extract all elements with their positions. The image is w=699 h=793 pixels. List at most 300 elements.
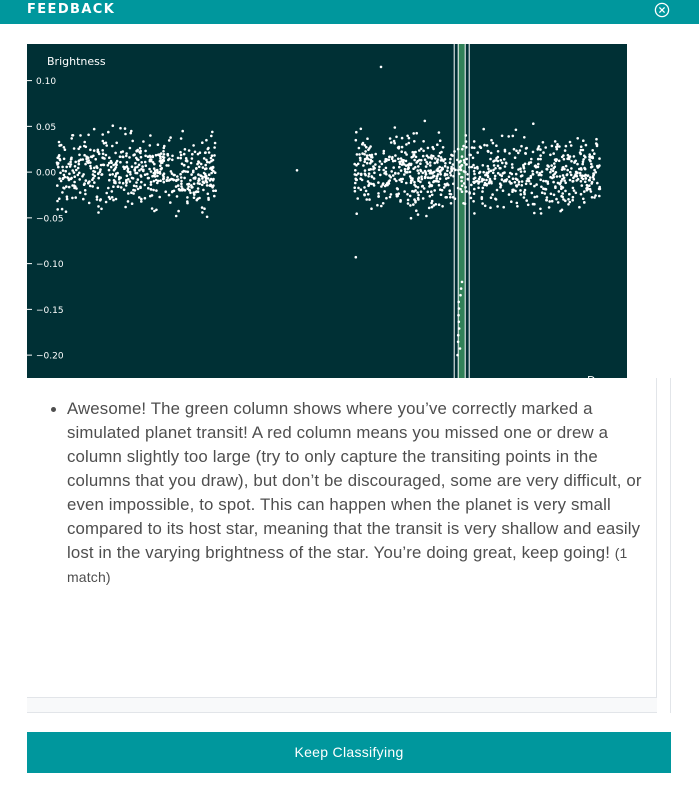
- data-point: [382, 169, 385, 172]
- data-point: [511, 173, 514, 176]
- data-point: [570, 144, 573, 147]
- data-point: [407, 166, 410, 169]
- data-point: [204, 175, 207, 178]
- data-point: [105, 154, 108, 157]
- data-point: [476, 151, 479, 154]
- data-point: [596, 145, 599, 148]
- data-point: [524, 189, 527, 192]
- data-point: [497, 165, 500, 168]
- data-point: [541, 170, 544, 173]
- data-point: [394, 172, 397, 175]
- data-point: [93, 167, 96, 170]
- data-point: [429, 169, 432, 172]
- data-point: [566, 174, 569, 177]
- data-point: [58, 197, 61, 200]
- data-point: [66, 198, 69, 201]
- data-point: [119, 161, 122, 164]
- data-point: [210, 135, 213, 138]
- data-point: [546, 196, 549, 199]
- data-point: [360, 128, 363, 131]
- data-point: [440, 156, 443, 159]
- data-point: [164, 190, 167, 193]
- data-point: [425, 161, 428, 164]
- data-point: [460, 287, 463, 290]
- close-circle-icon[interactable]: [654, 2, 670, 18]
- data-point: [578, 206, 581, 209]
- data-point: [447, 166, 450, 169]
- data-point: [482, 187, 485, 190]
- data-point: [129, 180, 132, 183]
- data-point: [84, 163, 87, 166]
- data-point: [185, 157, 188, 160]
- data-point: [111, 196, 114, 199]
- data-point: [197, 182, 200, 185]
- data-point: [476, 167, 479, 170]
- data-point: [534, 165, 537, 168]
- data-point: [187, 187, 190, 190]
- data-point: [452, 196, 455, 199]
- data-point: [544, 192, 547, 195]
- data-point: [124, 206, 127, 209]
- data-point: [437, 155, 440, 158]
- data-point: [152, 189, 155, 192]
- data-point: [93, 128, 96, 131]
- data-point: [520, 170, 523, 173]
- data-point: [418, 172, 421, 175]
- data-point: [552, 152, 555, 155]
- data-point: [395, 136, 398, 139]
- data-point: [408, 142, 411, 145]
- data-point: [163, 181, 166, 184]
- data-point: [461, 190, 464, 193]
- data-point: [119, 127, 122, 130]
- data-point: [83, 183, 86, 186]
- data-point: [186, 196, 189, 199]
- data-point: [201, 184, 204, 187]
- data-point: [78, 178, 81, 181]
- data-point: [392, 174, 395, 177]
- data-point: [373, 184, 376, 187]
- data-point: [597, 166, 600, 169]
- data-point: [553, 162, 556, 165]
- data-point: [499, 182, 502, 185]
- data-point: [463, 159, 466, 162]
- data-point: [456, 159, 459, 162]
- data-point: [151, 194, 154, 197]
- data-point: [180, 154, 183, 157]
- data-point: [423, 187, 426, 190]
- data-point: [128, 156, 131, 159]
- data-point: [424, 120, 427, 123]
- data-point: [377, 181, 380, 184]
- data-point: [457, 334, 460, 337]
- data-point: [405, 182, 408, 185]
- data-point: [213, 195, 216, 198]
- data-point: [499, 167, 502, 170]
- data-point: [383, 150, 386, 153]
- data-point: [458, 173, 461, 176]
- data-point: [556, 148, 559, 151]
- data-point: [450, 202, 453, 205]
- data-point: [460, 176, 463, 179]
- data-point: [459, 166, 462, 169]
- data-point: [72, 134, 75, 137]
- data-point: [187, 166, 190, 169]
- data-point: [411, 151, 414, 154]
- data-point: [354, 178, 357, 181]
- data-point: [514, 181, 517, 184]
- data-point: [492, 142, 495, 145]
- data-point: [413, 181, 416, 184]
- data-point: [425, 215, 428, 218]
- data-point: [564, 182, 567, 185]
- data-point: [465, 190, 468, 193]
- data-point: [366, 137, 369, 140]
- data-point: [363, 193, 366, 196]
- data-point: [63, 174, 66, 177]
- data-point: [562, 174, 565, 177]
- data-point: [465, 140, 468, 143]
- data-point: [353, 186, 356, 189]
- data-point: [158, 196, 161, 199]
- data-point: [583, 201, 586, 204]
- data-point: [448, 189, 451, 192]
- data-point: [460, 180, 463, 183]
- data-point: [63, 187, 66, 190]
- data-point: [548, 200, 551, 203]
- data-point: [116, 172, 119, 175]
- data-point: [207, 148, 210, 151]
- data-point: [135, 150, 138, 153]
- data-point: [387, 180, 390, 183]
- data-point: [74, 165, 77, 168]
- data-point: [490, 152, 493, 155]
- data-point: [428, 185, 431, 188]
- data-point: [409, 195, 412, 198]
- data-point: [140, 156, 143, 159]
- data-point: [133, 185, 136, 188]
- data-point: [496, 205, 499, 208]
- data-point: [590, 190, 593, 193]
- data-point: [70, 158, 73, 161]
- feedback-text: Awesome! The green column shows where you’ve correctly marked a simulated planet transit! A red column means you missed one or drew a column slightly too large (try to only capture the transiting points in the columns that you draw), but don’t be discouraged, some are very difficult, or even impossible, to spot. This can happen when the planet is very small compared to its host star, meaning that the transit is very shallow and easily lost in the varying brightness of the star. You’re doing great, keep going!: [67, 399, 642, 562]
- data-point: [149, 144, 152, 147]
- data-point: [452, 163, 455, 166]
- data-point: [211, 131, 214, 134]
- data-point: [401, 137, 404, 140]
- data-point: [513, 148, 516, 151]
- data-point: [550, 168, 553, 171]
- data-point: [107, 164, 110, 167]
- data-point: [449, 196, 452, 199]
- data-point: [495, 198, 498, 201]
- data-point: [153, 180, 156, 183]
- data-point: [94, 171, 97, 174]
- data-point: [521, 174, 524, 177]
- data-point: [515, 150, 518, 153]
- data-point: [530, 175, 533, 178]
- data-point: [472, 200, 475, 203]
- data-point: [459, 294, 462, 297]
- data-point: [111, 173, 114, 176]
- data-point: [69, 161, 72, 164]
- data-point: [118, 178, 121, 181]
- data-point: [420, 190, 423, 193]
- data-point: [105, 192, 108, 195]
- data-point: [424, 158, 427, 161]
- data-point: [354, 190, 357, 193]
- data-point: [361, 179, 364, 182]
- data-point: [490, 196, 493, 199]
- data-point: [58, 158, 61, 161]
- data-point: [555, 198, 558, 201]
- data-point: [176, 175, 179, 178]
- data-point: [354, 182, 357, 185]
- data-point: [365, 198, 368, 201]
- data-point: [422, 150, 425, 153]
- data-point: [154, 175, 157, 178]
- data-point: [515, 184, 518, 187]
- data-point: [388, 156, 391, 159]
- data-point: [122, 150, 125, 153]
- data-point: [582, 149, 585, 152]
- data-point: [73, 181, 76, 184]
- data-point: [501, 178, 504, 181]
- data-point: [420, 175, 423, 178]
- panel-footer-frame: [27, 697, 657, 713]
- data-point: [73, 147, 76, 150]
- data-point: [132, 177, 135, 180]
- data-point: [111, 145, 114, 148]
- data-point: [567, 198, 570, 201]
- data-point: [389, 196, 392, 199]
- data-point: [484, 205, 487, 208]
- data-point: [590, 163, 593, 166]
- data-point: [487, 168, 490, 171]
- y-tick-label: −0.15: [36, 305, 64, 316]
- data-point: [368, 172, 371, 175]
- data-point: [598, 186, 601, 189]
- data-point: [109, 174, 112, 177]
- data-point: [170, 178, 173, 181]
- data-point: [536, 171, 539, 174]
- data-point: [193, 196, 196, 199]
- data-point: [170, 170, 173, 173]
- data-point: [406, 135, 409, 138]
- data-point: [391, 158, 394, 161]
- data-point: [150, 181, 153, 184]
- data-point: [584, 181, 587, 184]
- data-point: [84, 193, 87, 196]
- data-point: [415, 185, 418, 188]
- data-point: [560, 188, 563, 191]
- data-point: [591, 156, 594, 159]
- data-point: [525, 147, 528, 150]
- data-point: [210, 178, 213, 181]
- data-point: [96, 195, 99, 198]
- data-point: [150, 170, 153, 173]
- data-point: [458, 327, 461, 330]
- data-point: [593, 196, 596, 199]
- data-point: [180, 180, 183, 183]
- data-point: [517, 168, 520, 171]
- data-point: [427, 176, 430, 179]
- data-point: [65, 185, 68, 188]
- data-point: [444, 165, 447, 168]
- data-point: [177, 210, 180, 213]
- data-point: [68, 186, 71, 189]
- data-point: [60, 180, 63, 183]
- data-point: [135, 157, 138, 160]
- data-point: [405, 160, 408, 163]
- data-point: [112, 124, 115, 127]
- data-point: [213, 154, 216, 157]
- data-point: [168, 194, 171, 197]
- data-point: [583, 167, 586, 170]
- data-point: [473, 212, 476, 215]
- data-point: [565, 145, 568, 148]
- data-point: [70, 177, 73, 180]
- data-point: [407, 202, 410, 205]
- data-point: [79, 158, 82, 161]
- data-point: [503, 158, 506, 161]
- data-point: [156, 175, 159, 178]
- data-point: [203, 207, 206, 210]
- data-point: [397, 172, 400, 175]
- data-point: [203, 157, 206, 160]
- data-point: [85, 146, 88, 149]
- data-point: [482, 178, 485, 181]
- data-point: [524, 152, 527, 155]
- data-point: [115, 198, 118, 201]
- data-point: [155, 209, 158, 212]
- data-point: [147, 187, 150, 190]
- data-point: [558, 145, 561, 148]
- data-point: [417, 165, 420, 168]
- data-point: [397, 158, 400, 161]
- data-point: [442, 146, 445, 149]
- data-point: [118, 181, 121, 184]
- data-point: [179, 173, 182, 176]
- data-point: [508, 193, 511, 196]
- data-point: [564, 200, 567, 203]
- data-point: [147, 155, 150, 158]
- data-point: [168, 179, 171, 182]
- data-point: [469, 154, 472, 157]
- data-point: [69, 165, 72, 168]
- data-point: [415, 209, 418, 212]
- data-point: [539, 154, 542, 157]
- data-point: [97, 211, 100, 214]
- data-point: [154, 172, 157, 175]
- data-point: [390, 170, 393, 173]
- data-point: [384, 185, 387, 188]
- data-point: [465, 163, 468, 166]
- data-point: [549, 176, 552, 179]
- data-point: [515, 178, 518, 181]
- data-point: [414, 151, 417, 154]
- data-point: [84, 189, 87, 192]
- data-point: [548, 206, 551, 209]
- data-point: [527, 204, 530, 207]
- data-point: [585, 177, 588, 180]
- data-point: [112, 164, 115, 167]
- data-point: [440, 193, 443, 196]
- data-point: [192, 144, 195, 147]
- data-point: [396, 187, 399, 190]
- data-point: [573, 189, 576, 192]
- data-point: [134, 169, 137, 172]
- data-point: [596, 182, 599, 185]
- data-point: [126, 161, 129, 164]
- data-point: [419, 169, 422, 172]
- data-point: [532, 151, 535, 154]
- data-point: [477, 182, 480, 185]
- data-point: [71, 184, 74, 187]
- data-point: [208, 161, 211, 164]
- data-point: [410, 182, 413, 185]
- data-point: [424, 171, 427, 174]
- data-point: [487, 150, 490, 153]
- data-point: [180, 182, 183, 185]
- data-point: [89, 161, 92, 164]
- data-point: [192, 170, 195, 173]
- data-point: [456, 354, 459, 357]
- data-point: [151, 207, 154, 210]
- data-point: [412, 132, 415, 135]
- data-point: [589, 176, 592, 179]
- data-point: [139, 150, 142, 153]
- keep-classifying-button[interactable]: Keep Classifying: [27, 732, 671, 773]
- data-point: [439, 173, 442, 176]
- data-point: [434, 157, 437, 160]
- data-point: [452, 175, 455, 178]
- data-point: [568, 158, 571, 161]
- data-point: [87, 134, 90, 137]
- data-point: [558, 160, 561, 163]
- data-point: [561, 196, 564, 199]
- data-point: [584, 174, 587, 177]
- data-point: [515, 173, 518, 176]
- data-point: [362, 142, 365, 145]
- light-curve-subject[interactable]: [27, 44, 627, 387]
- data-point: [358, 153, 361, 156]
- data-point: [107, 131, 110, 134]
- data-point: [484, 174, 487, 177]
- data-point: [588, 184, 591, 187]
- data-point: [213, 146, 216, 149]
- data-point: [532, 122, 535, 125]
- data-point: [403, 190, 406, 193]
- data-point: [66, 195, 69, 198]
- data-point: [155, 154, 158, 157]
- data-point: [191, 153, 194, 156]
- data-point: [504, 179, 507, 182]
- data-point: [472, 157, 475, 160]
- data-point: [201, 176, 204, 179]
- data-point: [495, 144, 498, 147]
- data-point: [488, 182, 491, 185]
- data-point: [536, 195, 539, 198]
- data-point: [473, 182, 476, 185]
- data-point: [461, 155, 464, 158]
- data-point: [63, 158, 66, 161]
- data-point: [529, 183, 532, 186]
- data-point: [546, 164, 549, 167]
- data-point: [363, 186, 366, 189]
- data-point: [521, 180, 524, 183]
- data-point: [127, 192, 130, 195]
